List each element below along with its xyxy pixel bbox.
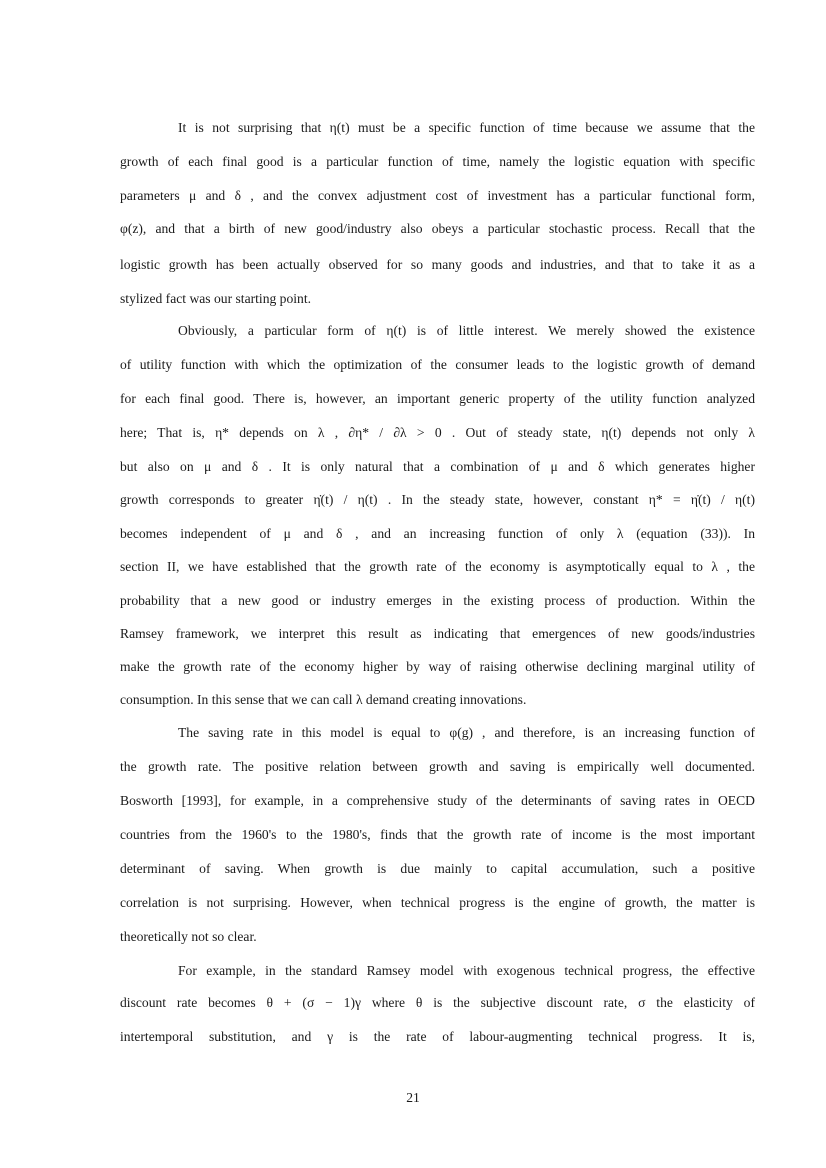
text-line: the growth rate. The positive relation between growth and saving is empirically well documented. — [120, 759, 755, 774]
text-line: The saving rate in this model is equal to φ(g) , and therefore, is an increasing function of — [178, 725, 755, 740]
text-line: theoretically not so clear. — [120, 929, 257, 944]
text-line: probability that a new good or industry emerges in the existing process of production. Within the — [120, 593, 755, 608]
text-line: determinant of saving. When growth is due mainly to capital accumulation, such a positive — [120, 861, 755, 876]
text-line: stylized fact was our starting point. — [120, 291, 312, 306]
text-line: φ(z), and that a birth of new good/industry also obeys a particular stochastic process. Recall that the — [120, 221, 755, 236]
text-line: make the growth rate of the economy higher by way of raising otherwise declining marginal utility of — [120, 659, 755, 674]
text-line: Ramsey framework, we interpret this result as indicating that emergences of new goods/industries — [120, 626, 755, 641]
text-line: here; That is, η* depends on λ , ∂η* / ∂λ > 0 . Out of steady state, η(t) depends not only λ — [120, 425, 755, 440]
text-line: logistic growth has been actually observed for so many goods and industries, and that to take it as a — [120, 257, 755, 272]
text-line: of utility function with which the optimization of the consumer leads to the logistic growth of demand — [120, 357, 755, 372]
text-line: It is not surprising that η(t) must be a specific function of time because we assume that the — [178, 120, 755, 135]
text-line: but also on μ and δ . It is only natural that a combination of μ and δ which generates higher — [120, 459, 755, 474]
text-line: section II, we have established that the growth rate of the economy is asymptotically equal to λ , the — [120, 559, 755, 574]
text-line: countries from the 1960's to the 1980's, finds that the growth rate of income is the most important — [120, 827, 755, 842]
text-line: For example, in the standard Ramsey model with exogenous technical progress, the effective — [178, 963, 755, 978]
text-line: intertemporal substitution, and γ is the rate of labour-augmenting technical progress. It is, — [120, 1029, 755, 1044]
text-line: consumption. In this sense that we can call λ demand creating innovations. — [120, 692, 527, 707]
text-line: Obviously, a particular form of η(t) is of little interest. We merely showed the existence — [178, 323, 755, 338]
text-line: correlation is not surprising. However, when technical progress is the engine of growth, the matter is — [120, 895, 755, 910]
text-line: growth of each final good is a particular function of time, namely the logistic equation with specific — [120, 154, 755, 169]
text-line: Bosworth [1993], for example, in a comprehensive study of the determinants of saving rates in OECD — [120, 793, 755, 808]
text-line: for each final good. There is, however, an important generic property of the utility function analyzed — [120, 391, 755, 406]
text-line: parameters μ and δ , and the convex adjustment cost of investment has a particular functional form, — [120, 188, 755, 203]
text-line: becomes independent of μ and δ , and an increasing function of only λ (equation (33)). In — [120, 526, 755, 541]
text-line: growth corresponds to greater η̇(t) / η(t) . In the steady state, however, constant η* = η̇(t) / η(t) — [120, 492, 755, 507]
text-line: discount rate becomes θ + (σ − 1)γ where θ is the subjective discount rate, σ the elasticity of — [120, 995, 755, 1010]
page-number: 21 — [406, 1090, 420, 1105]
